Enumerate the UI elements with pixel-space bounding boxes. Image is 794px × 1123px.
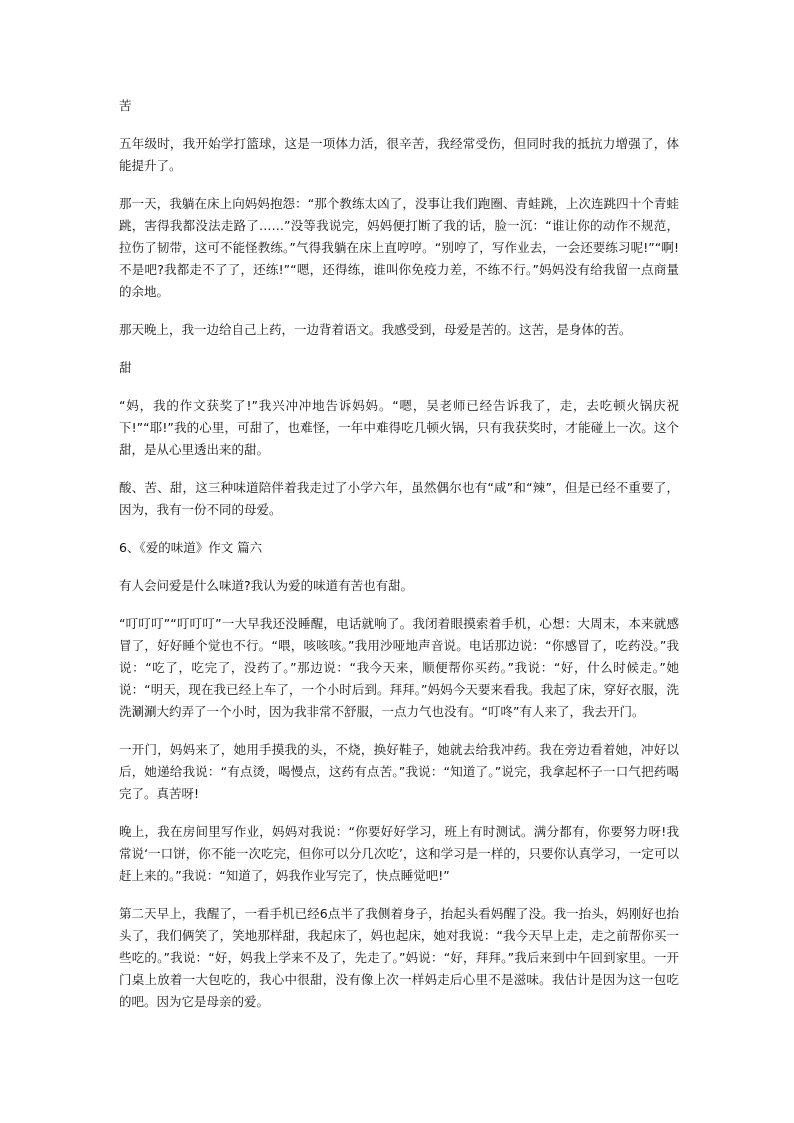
paragraph: 酸、苦、甜，这三种味道陪伴着我走过了小学六年，虽然偶尔也有“咸”和“辣”，但是已经不重要了，因为，我有一份不同的母爱。 bbox=[119, 480, 679, 517]
paragraph: 晚上，我在房间里写作业，妈妈对我说：“你要好好学习，班上有时测试。满分都有，你要努力呀!我常说‘一口饼，你不能一次吃完，但你可以分几次吃’，这和学习是一样的，只要你认真学习，一定可以赶上来的。”我说：“知道了，妈我作业写完了，快点睡觉吧!” bbox=[119, 824, 679, 883]
paragraph: “妈，我的作文获奖了!”我兴冲冲地告诉妈妈。“嗯，吴老师已经告诉我了，走，去吃顿火锅庆祝下!”“耶!”我的心里，可甜了，也难怪，一年中难得吃几顿火锅，只有我获奖时，才能碰上一次。这个甜，是从心里透出来的甜。 bbox=[119, 398, 679, 457]
section-heading-bitter: 苦 bbox=[119, 98, 132, 113]
paragraph: 第二天早上，我醒了，一看手机已经6点半了我侧着身子，抬起头看妈醒了没。我一抬头，妈刚好也抬头了，我们俩笑了，笑地那样甜，我起床了，妈也起床，她对我说：“我今天早上走，走之前帮你买一些吃的。”我说：“好，妈我上学来不及了，先走了。”妈说：“好，拜拜。”我后来到中午回到家里。一开门桌上放着一大包吃的，我心中很甜，没有像上次一样妈走后心里不是滋味。我估计是因为这一包吃的吧。因为它是母亲的爱。 bbox=[119, 906, 679, 1009]
document-body bbox=[119, 95, 679, 1029]
paragraph: 一开门，妈妈来了，她用手摸我的头，不烧，换好鞋子，她就去给我冲药。我在旁边看着她，冲好以后，她递给我说：“有点烫，喝慢点，这药有点苦。”我说：“知道了。”说完，我拿起杯子一口气把药喝完了。真苦呀! bbox=[119, 742, 679, 801]
section-heading-sweet: 甜 bbox=[119, 360, 132, 375]
paragraph: 有人会问爱是什么味道?我认为爱的味道有苦也有甜。 bbox=[119, 578, 414, 593]
paragraph: 五年级时，我开始学打篮球，这是一项体力活，很辛苦，我经常受伤，但同时我的抵抗力增强了，体能提升了。 bbox=[119, 136, 679, 173]
essay-title: 6、《爱的味道》作文 篇六 bbox=[119, 540, 263, 555]
paragraph: 那一天，我躺在床上向妈妈抱怨：“那个教练太凶了，没事让我们跑圈、青蛙跳，上次连跳四十个青蛙跳，害得我都没法走路了……”没等我说完，妈妈便打断了我的话，脸一沉：“谁让你的动作不规范，拉伤了韧带，这可不能怪教练。”气得我躺在床上直哼哼。“别哼了，写作业去，一会还要练习呢!”“啊!不是吧?我都走不了了，还练!”“嗯，还得练，谁叫你免疫力差，不练不行。”妈妈没有给我留一点商量的余地。 bbox=[119, 196, 679, 299]
paragraph: “叮叮叮”“叮叮叮”一大早我还没睡醒，电话就响了。我闭着眼摸索着手机，心想：大周末，本来就感冒了，好好睡个觉也不行。“喂，咳咳咳。”我用沙哑地声音说。电话那边说：“你感冒了，吃药没。”我说：“吃了，吃完了，没药了。”那边说：“我今天来，顺便帮你买药。”我说：“好，什么时候走。”她说：“明天，现在我已经上车了，一个小时后到。拜拜。”妈妈今天要来看我。我起了床，穿好衣服，洗洗涮涮大约弄了一个小时，因为我非常不舒服，一点力气也没有。“叮咚”有人来了，我去开门。 bbox=[119, 616, 679, 719]
paragraph: 那天晚上，我一边给自己上药，一边背着语文。我感受到，母爱是苦的。这苦，是身体的苦。 bbox=[119, 322, 632, 337]
